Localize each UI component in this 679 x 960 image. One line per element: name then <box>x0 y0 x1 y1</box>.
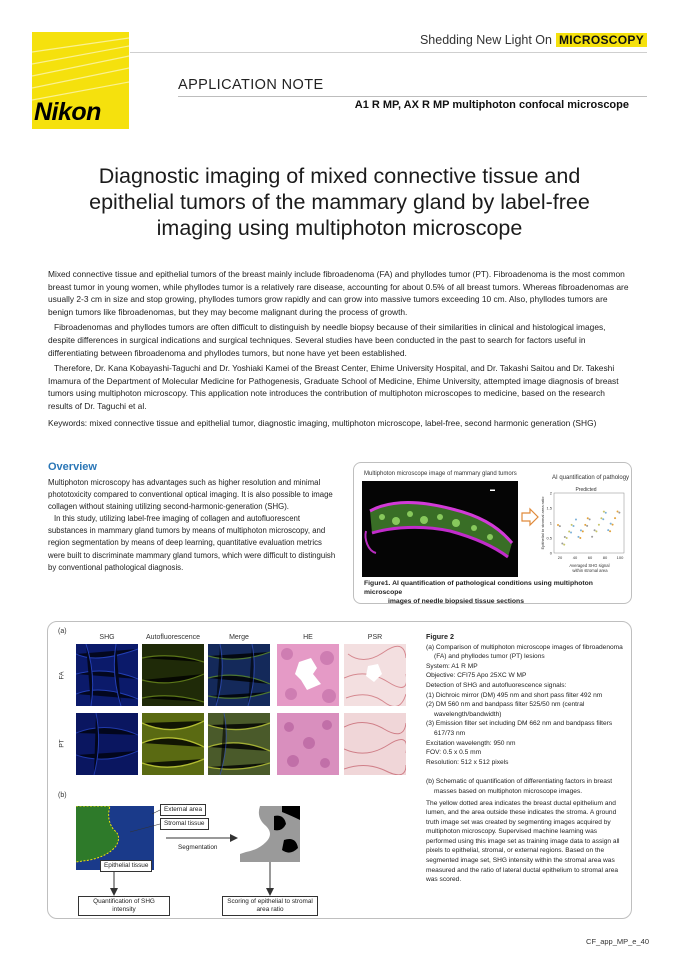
scatter-point <box>580 529 582 531</box>
x-tick-label: 20 <box>557 555 563 560</box>
scatter-point <box>603 511 605 513</box>
intro-section <box>48 268 631 432</box>
scatter-point <box>573 525 575 527</box>
scatter-point <box>577 536 579 538</box>
figure-2-caption-b: (b) Schematic of quantification of differentiating factors in breast masses based on multiphoton microscope images. <box>426 778 613 795</box>
figure-2-description <box>426 632 626 885</box>
figure-1-right-label: AI quantification of pathology <box>552 475 630 481</box>
figure-2-caption-b-text: The yellow dotted area indicates the breast ductal epithelium and lumen, and the area outside these indicates the stroma. A ground truth image set was created by segmenting images acquired by multiphoton microscopy. Supervised machine learning was performed using this image set as training image data to assign all pixels to epithelial, stromal, or external regions. Based on the segmented image set, SHG intensity within the stromal area was measured and the ratio of lateral ductal epithelium to stromal area was scored. <box>426 799 620 884</box>
logo-wordmark: Nikon <box>34 98 101 126</box>
y-tick-label: 0 <box>549 550 552 556</box>
scatter-point <box>566 537 568 539</box>
label-epithelial-tissue: Epithelial tissue <box>100 860 152 872</box>
y-tick-label: 2 <box>549 490 552 496</box>
scatter-point <box>600 517 602 519</box>
scatter-point <box>582 530 584 532</box>
x-tick-label: 80 <box>602 555 608 560</box>
product-name: A1 R MP, AX R MP multiphoton confocal microscope <box>354 99 629 111</box>
doc-type-divider <box>178 96 647 97</box>
y-tick-label: 0.5 <box>546 535 552 541</box>
arrow-right-icon <box>520 507 540 527</box>
plot-title: Predicted <box>575 487 597 493</box>
scatter-point <box>563 544 565 546</box>
intro-paragraph-1: Mixed connective tissue and epithelial tumors of the breast mainly include fibroadenoma (FA) and phyllodes tumor (PT). Fibroadenoma is the most common breast tumor in young women, while phyllodes tumor is a relatively rare disease, accounting for about 0.5% of all breast tumors. Whereas fibroadenomas are usually 2-3 cm in size and stop growing, phyllodes tumors grow rapidly and can grow into massive tumors exceeding 10 cm. Also, phyllodes tumors are benign tumors like fibroadenomas, but they may become malignant during the process of growth. <box>48 269 629 317</box>
doc-type: APPLICATION NOTE <box>178 77 324 93</box>
scatter-point <box>579 537 581 539</box>
image-pt-he <box>277 713 339 775</box>
figure-1-left-label: Multiphoton microscope image of mammary gland tumors <box>364 471 517 477</box>
multiphoton-image <box>362 481 518 577</box>
column-header-shg: SHG <box>99 634 115 641</box>
figure-1-number: Figure1. <box>364 580 391 587</box>
image-fa-merge <box>208 644 270 706</box>
figure-2-detection-2: (2) DM 560 nm and bandpass filter 525/50 nm (central wavelength/bandwidth) <box>426 701 585 718</box>
overview-text <box>48 477 338 574</box>
figure-1-caption <box>364 579 626 606</box>
intro-paragraph-2: Fibroadenomas and phyllodes tumors are often difficult to distinguish by needle biopsy because of their similarities in clinical and histological images, despite differences in surgical indications and surgical techniques. Several studies have been conducted in the past to search for factors useful in differentiating between fibroadenoma and phyllodes tumors, but none have yet been established. <box>48 322 606 358</box>
scatter-point <box>595 530 597 532</box>
scatter-point <box>610 523 612 525</box>
scatter-point <box>586 525 588 527</box>
scatter-point <box>587 517 589 519</box>
column-header-he: HE <box>303 634 313 641</box>
image-fa-psr <box>344 644 406 706</box>
footer-code: CF_app_MP_e_40 <box>586 937 649 946</box>
segmentation-schematic <box>70 806 390 916</box>
tagline-highlight: MICROSCOPY <box>556 33 647 47</box>
x-tick-label: 60 <box>587 555 593 560</box>
figure-1-caption-line-1: AI quantification of pathological conditions using multiphoton microscope <box>364 580 593 596</box>
scatter-point <box>559 525 561 527</box>
scatter-point <box>618 512 620 514</box>
y-tick-label: 1.5 <box>546 505 552 511</box>
scatter-point <box>602 518 604 520</box>
scatter-point <box>589 518 591 520</box>
row-label-fa: FA <box>58 671 66 680</box>
figure-2-fov: FOV: 0.5 x 0.5 mm <box>426 749 482 757</box>
figure-2-heading: Figure 2 <box>426 632 454 641</box>
figure-2-resolution: Resolution: 512 x 512 pixels <box>426 758 509 766</box>
header-divider <box>130 52 647 53</box>
scatter-point <box>612 524 614 526</box>
scatter-point <box>575 518 577 520</box>
y-tick-label: 1 <box>549 520 552 526</box>
scatter-point <box>614 517 616 519</box>
image-pt-merge <box>208 713 270 775</box>
figure-2-objective: Objective: CFI75 Apo 25XC W MP <box>426 672 527 680</box>
column-header-merge: Merge <box>229 634 249 641</box>
scatter-point <box>571 524 573 526</box>
figure-2-detection-3: (3) Emission filter set including DM 662 nm and bandpass filters 617/73 nm <box>426 720 613 737</box>
page-title: Diagnostic imaging of mixed connective tissue and epithelial tumors of the mammary gland by label-free imaging using multiphoton microscope <box>89 164 590 240</box>
panel-b-label: (b) <box>58 792 67 799</box>
scatter-point <box>598 524 600 526</box>
scatter-point <box>617 511 619 513</box>
tagline-prefix: Shedding New Light On <box>419 33 552 47</box>
scatter-point <box>594 529 596 531</box>
x-tick-label: 100 <box>616 555 624 560</box>
tagline <box>420 33 647 47</box>
scatter-point <box>609 530 611 532</box>
scatter-point <box>557 524 559 526</box>
box-shg-quantification: Quantification of SHG intensity <box>78 896 170 916</box>
box-epithelial-stromal-ratio: Scoring of epithelial to stromal area ratio <box>222 896 318 916</box>
nikon-logo <box>32 32 129 129</box>
scatter-point <box>607 529 609 531</box>
scatter-point <box>564 536 566 538</box>
intro-paragraph-3: Therefore, Dr. Kana Kobayashi-Taguchi and Dr. Yoshiaki Kamei of the Breast Center, Ehime University Hospital, and Dr. Takashi Saitou and Dr. Takeshi Imamura of the Department of Molecular Medicine for Pathogenesis, Graduate School of Medicine, Ehime University, attempted image diagnosis of breast tumors using multiphoton microscopy. This application note introduces the contribution of multiphoton microscopes to medicine, based on the research results of Dr. Taguchi et al. <box>48 363 619 411</box>
figure-2 <box>47 621 632 919</box>
overview-paragraph-1: Multiphoton microscopy has advantages such as higher resolution and minimal phototoxicity compared to conventional optical imaging. It is also possible to image collagen without staining utilizing second-harmonic-generation (SHG). <box>48 478 333 512</box>
column-header-autofluorescence: Autofluorescence <box>145 634 201 641</box>
figure-2-system: System: A1 R MP <box>426 662 478 670</box>
x-axis-label: Averaged SHG signal within stromal area <box>569 563 610 573</box>
figure-2-caption-a: (a) Comparison of multiphoton microscope images of fibroadenoma (FA) and phyllodes tumor (PT) lesions <box>426 643 623 661</box>
figure-1-caption-line-2: images of needle biopsied tissue sections <box>388 598 524 605</box>
scatter-point <box>605 512 607 514</box>
x-tick-label: 40 <box>572 555 578 560</box>
image-pt-autofluorescence <box>142 713 204 775</box>
scatter-point <box>584 524 586 526</box>
figure-2-detection: Detection of SHG and autofluorescence signals: <box>426 681 567 689</box>
keywords: Keywords: mixed connective tissue and epithelial tumor, diagnostic imaging, multiphoton microscope, label-free, second harmonic generation (SHG) <box>48 417 597 428</box>
scatter-point <box>591 536 593 538</box>
row-label-pt: PT <box>58 739 66 748</box>
image-pt-shg <box>76 713 138 775</box>
label-stromal-tissue: Stromal tissue <box>160 818 209 830</box>
y-axis-label: Epithelial to stromal area ratio <box>540 496 545 550</box>
column-header-psr: PSR <box>367 634 383 641</box>
figure-2-excitation: Excitation wavelength: 950 nm <box>426 739 516 747</box>
image-pt-psr <box>344 713 406 775</box>
label-segmentation: Segmentation <box>178 844 218 851</box>
svg-text:▬: ▬ <box>490 487 495 493</box>
figure-1 <box>353 462 632 604</box>
image-fa-shg <box>76 644 138 706</box>
scatter-plot <box>540 481 628 579</box>
overview-heading: Overview <box>48 461 97 473</box>
scatter-point <box>568 530 570 532</box>
label-external-area: External area <box>160 804 206 816</box>
scatter-point <box>570 532 572 534</box>
panel-a-label: (a) <box>58 628 67 635</box>
image-fa-he <box>277 644 339 706</box>
image-fa-autofluorescence <box>142 644 204 706</box>
overview-paragraph-2: In this study, utilizing label-free imaging of collagen and autofluorescent substances in mammary gland tumors by means of multiphoton microscopy, and region segmentation by means of deep learning, quantitative evaluation metrics were built to discriminate mammary gland tumors, which were difficult to distinguish by conventional pathological diagnosis. <box>48 514 336 572</box>
scatter-point <box>561 543 563 545</box>
figure-2-detection-1: (1) Dichroic mirror (DM) 495 nm and short pass filter 492 nm <box>426 691 603 699</box>
